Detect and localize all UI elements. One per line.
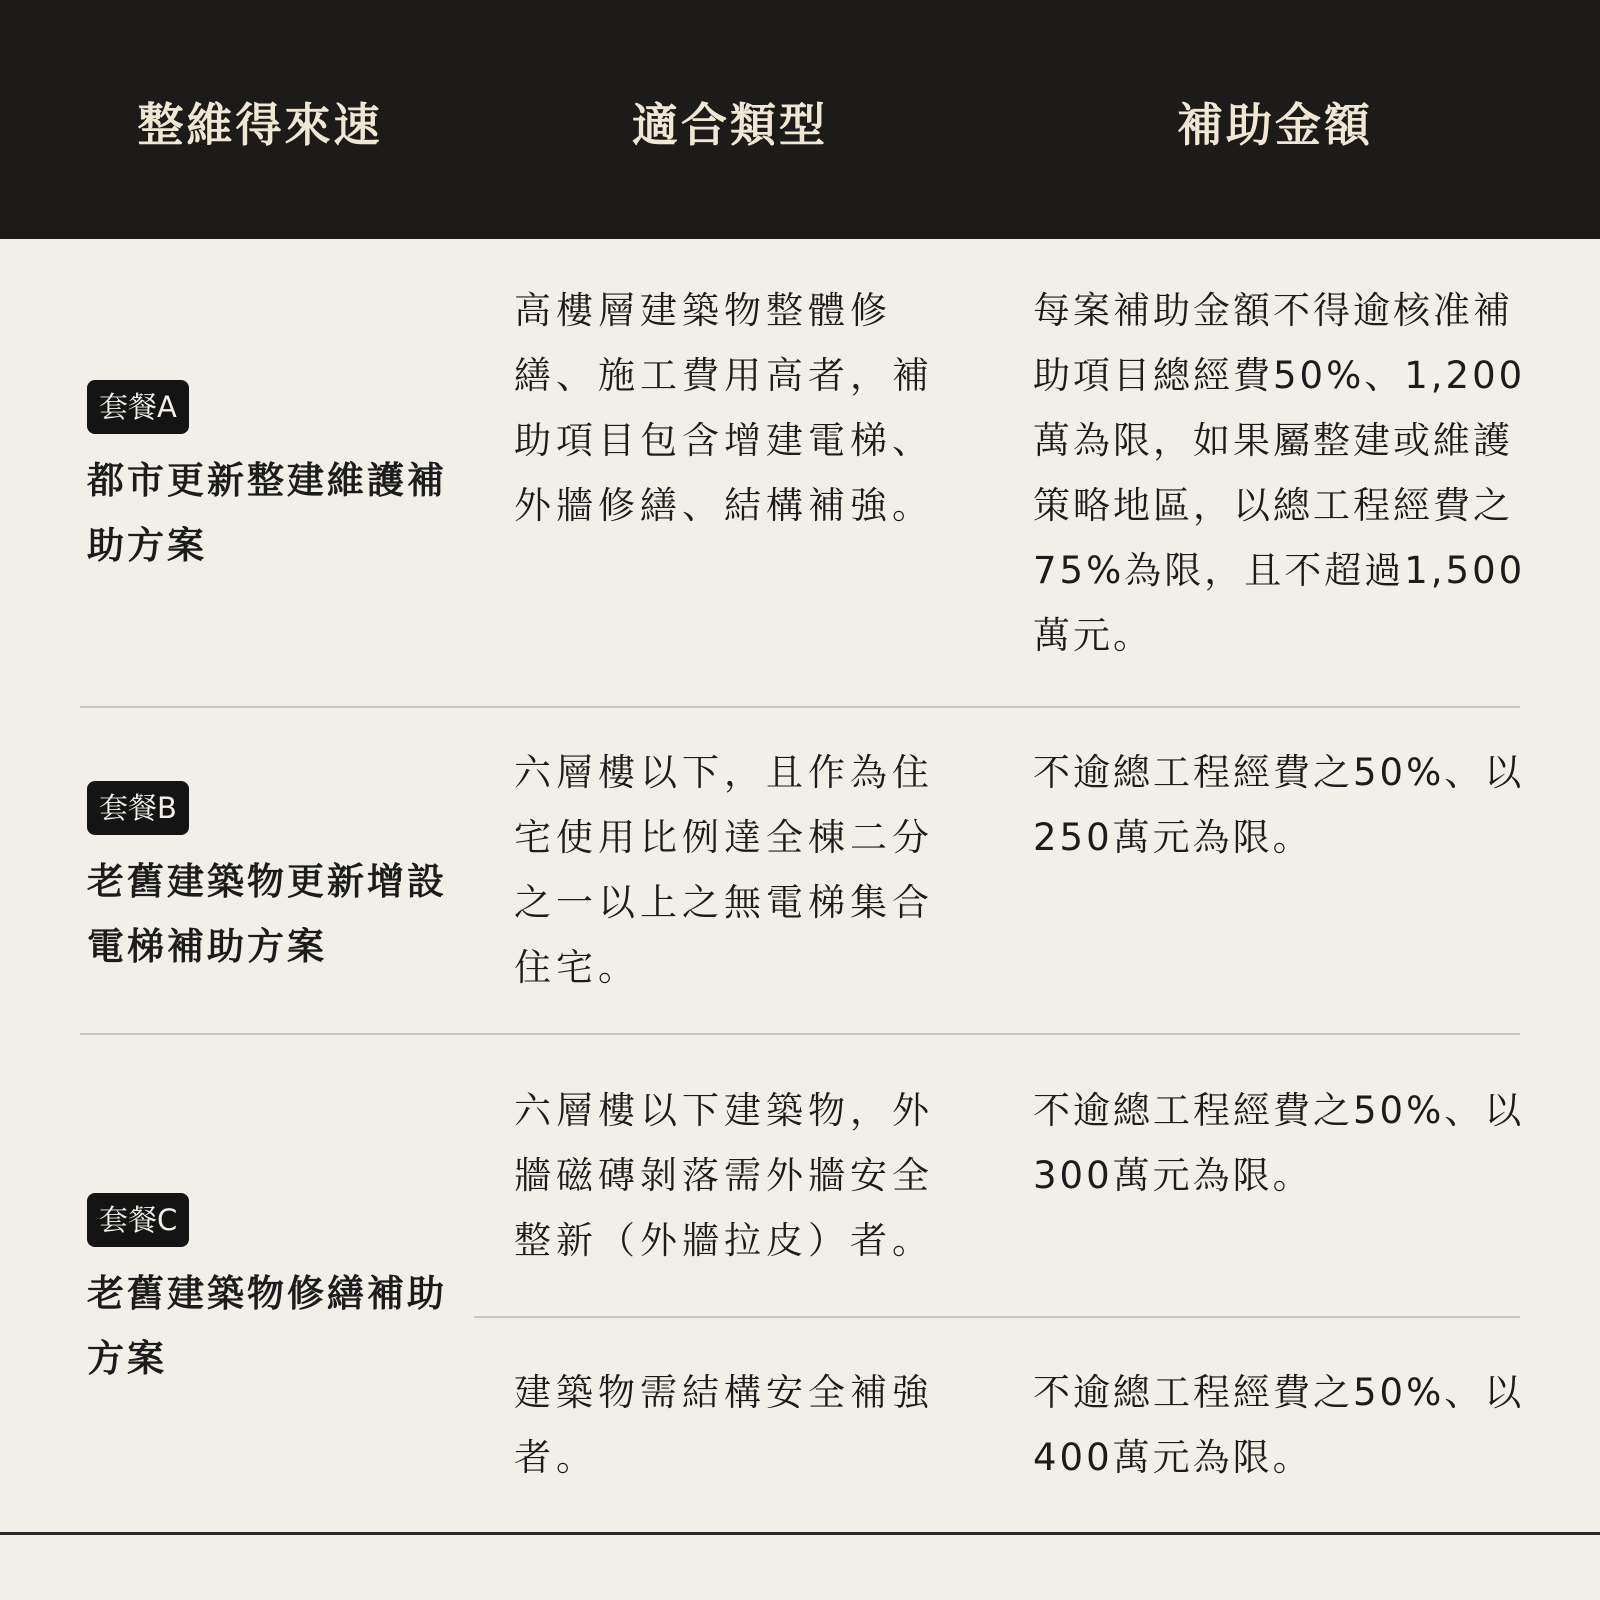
sub-row-divider xyxy=(474,1316,1520,1318)
package-b xyxy=(87,781,457,979)
header-amount: 補助金額 xyxy=(1177,98,1373,152)
table-bottom-border xyxy=(0,1532,1600,1535)
package-badge: 套餐A xyxy=(87,380,189,434)
row-divider xyxy=(80,706,1520,708)
amount-cell: 不逾總工程經費之50%、以400萬元為限。 xyxy=(1033,1371,1525,1479)
amount-cell: 不逾總工程經費之50%、以250萬元為限。 xyxy=(1033,751,1525,859)
type-cell: 六層樓以下建築物，外牆磁磚剝落需外牆安全整新（外牆拉皮）者。 xyxy=(514,1089,934,1262)
package-badge: 套餐B xyxy=(87,781,189,835)
package-c xyxy=(87,1193,457,1391)
type-cell: 高樓層建築物整體修繕、施工費用高者，補助項目包含增建電梯、外牆修繕、結構補強。 xyxy=(514,289,934,527)
amount-cell: 每案補助金額不得逾核准補助項目總經費50%、1,200萬為限，如果屬整建或維護策略地區，以總工程經費之75%為限，且不超過1,500萬元。 xyxy=(1033,289,1526,657)
amount-cell: 不逾總工程經費之50%、以300萬元為限。 xyxy=(1033,1089,1525,1197)
type-cell: 六層樓以下，且作為住宅使用比例達全棟二分之一以上之無電梯集合住宅。 xyxy=(514,751,934,989)
header-package: 整維得來速 xyxy=(137,98,383,152)
package-name: 都市更新整建維護補助方案 xyxy=(87,459,447,567)
package-badge: 套餐C xyxy=(87,1193,189,1247)
package-a xyxy=(87,380,457,578)
row-divider xyxy=(80,1033,1520,1035)
type-cell: 建築物需結構安全補強者。 xyxy=(514,1371,934,1479)
package-name: 老舊建築物更新增設電梯補助方案 xyxy=(87,860,447,968)
header-type: 適合類型 xyxy=(632,98,828,152)
table-header xyxy=(0,0,1600,239)
package-name: 老舊建築物修繕補助方案 xyxy=(87,1272,447,1380)
